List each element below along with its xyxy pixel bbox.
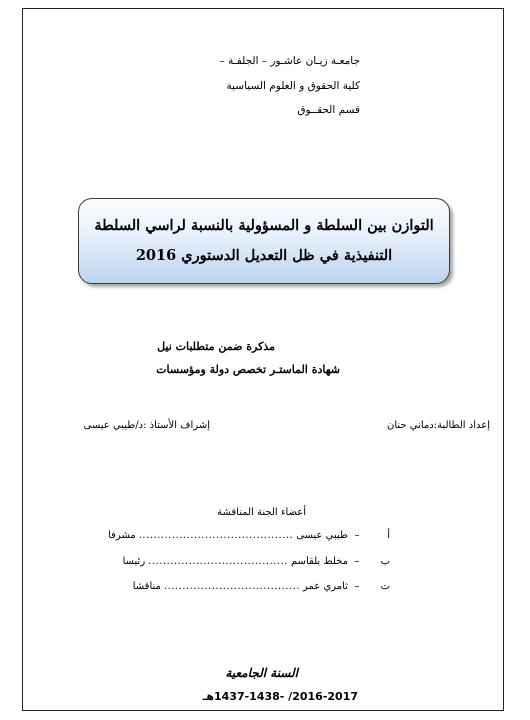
- member-letter: أ: [387, 530, 390, 541]
- member-name: ثامري عمر: [303, 581, 348, 592]
- thesis-title-line-2: التنفيذية في ظل التعديل الدستوري 2016: [135, 247, 393, 264]
- committee-member: [123, 556, 390, 567]
- member-name: مخلط بلقاسم: [290, 556, 348, 567]
- committee-member: [108, 530, 390, 541]
- member-dots: ......................................: [148, 556, 288, 567]
- memo-line-1: مذكرة ضمن متطلبات نيل: [157, 340, 275, 353]
- page-border: [22, 8, 504, 711]
- member-dots: ..........................................: [138, 530, 294, 541]
- member-role: رئيسا: [122, 556, 146, 567]
- member-dash: –: [354, 530, 360, 541]
- academic-year-label: السنة الجامعية: [225, 666, 298, 680]
- thesis-title-box: [78, 198, 450, 284]
- member-dash: –: [354, 581, 360, 592]
- member-role: مشرفا: [108, 530, 136, 541]
- member-name: طيبي عيسى: [296, 530, 348, 541]
- memo-line-2: شهادة الماستـر تخصص دولة ومؤسسات: [156, 363, 340, 376]
- committee-member: [133, 581, 390, 592]
- member-role: مناقشا: [132, 581, 161, 592]
- thesis-title-line-1: التوازن بين السلطة و المسؤولية بالنسبة لراسي السلطة: [94, 217, 434, 234]
- faculty-name: كلية الحقوق و العلوم السياسية: [226, 80, 360, 92]
- member-letter: ب: [380, 556, 390, 567]
- prepared-by: إعداد الطالبة:دماني حنان: [386, 420, 490, 431]
- member-letter: ت: [380, 581, 390, 592]
- supervised-by: إشراف الأستاذ :د/طيبي عيسى: [83, 420, 210, 431]
- member-dots: .....................................: [163, 581, 301, 592]
- committee-heading: أعضاء الجنة المناقشة: [217, 507, 306, 518]
- university-name: جامعـة زيـان عاشـور – الجلفـة –: [219, 55, 360, 67]
- department-name: قسم الحقــوق: [297, 104, 360, 116]
- academic-year-range: 2016-2017/ -1437-1438هـ: [202, 690, 358, 703]
- member-dash: –: [354, 556, 360, 567]
